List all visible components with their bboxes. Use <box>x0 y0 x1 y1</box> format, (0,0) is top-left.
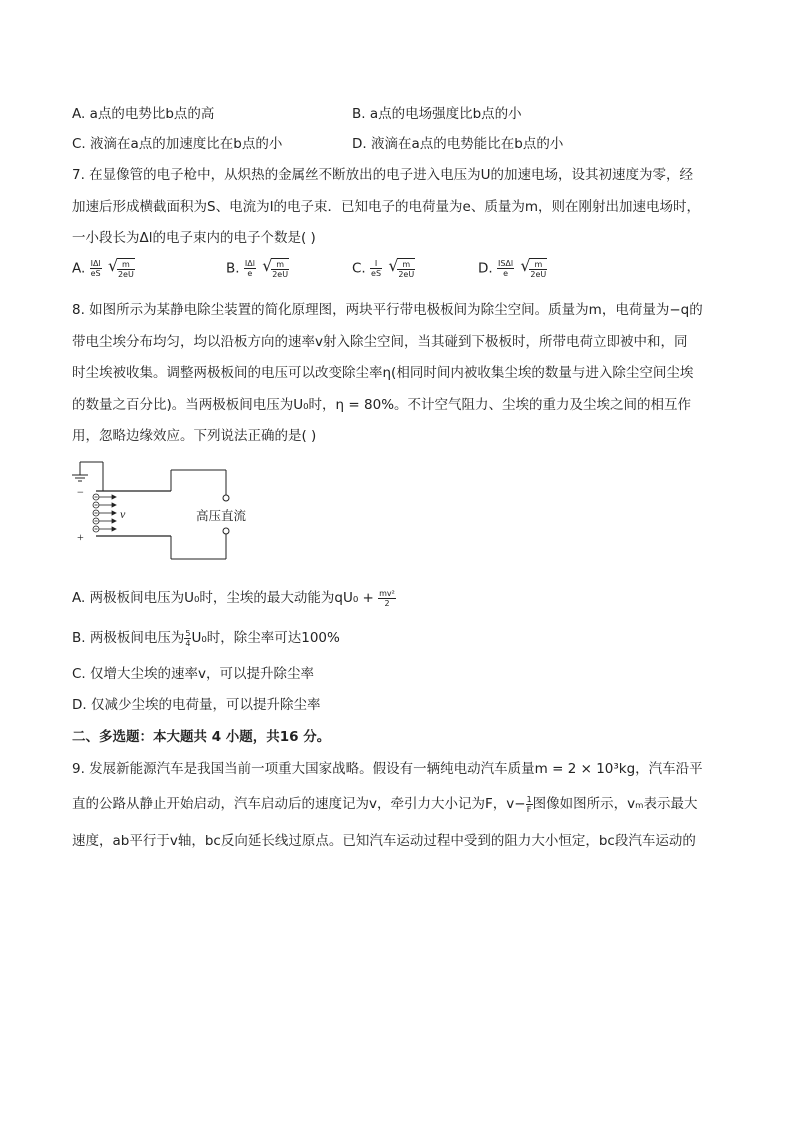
q8-option-c: C. 仅增大尘埃的速率v，可以提升除尘率 <box>72 666 314 682</box>
coefficient-fraction: $\frac{I}{eS}$ <box>371 259 382 278</box>
q6-option-c: C. 液滴在a点的加速度比在b点的小 <box>72 136 283 152</box>
q7-option-d <box>478 258 547 279</box>
q8-stem-line-2: 带电尘埃分布均匀，均以沿板方向的速率v射入除尘空间，当其碰到下极板时，所带电荷立即被中和，同 <box>72 334 688 350</box>
q7-option-a <box>72 258 135 279</box>
minus-sign: − <box>77 485 84 499</box>
voltage-ratio-fraction: $\frac{5}{4}$ <box>185 628 191 648</box>
q8-stem-line-4: 的数量之百分比)。当两极板间电压为U₀时，η = 80%。不计空气阻力、尘埃的重力及尘埃之间的相互作 <box>72 397 692 413</box>
high-voltage-dc-label: 高压直流 <box>196 508 247 523</box>
square-root: √ $\frac{m}{2eU}$ <box>388 258 415 279</box>
q6-option-b: B. a点的电场强度比b点的小 <box>352 106 522 122</box>
q7-stem-line-2: 加速后形成横截面积为S、电流为I的电子束．已知电子的电荷量为e、质量为m，则在刚射出加速电场时， <box>72 199 701 215</box>
option-label: B. <box>226 260 240 277</box>
q8-option-d: D. 仅减少尘埃的电荷量，可以提升除尘率 <box>72 697 321 713</box>
option-label: C. <box>352 260 366 277</box>
q9-stem-line-1: 9. 发展新能源汽车是我国当前一项重大国家战略。假设有一辆纯电动汽车质量m = 2 × 10³kg，汽车沿平 <box>72 761 703 777</box>
q6-option-a: A. a点的电势比b点的高 <box>72 106 215 122</box>
q7-option-b <box>226 258 289 279</box>
option-label: A. <box>72 260 86 277</box>
q8-option-b: B. 两极板间电压为 $\frac{5}{4}$ U₀时，除尘率可达100% <box>72 628 340 648</box>
q7-stem-line-3: 一小段长为Δl的电子束内的电子个数是( ) <box>72 230 316 246</box>
q9-stem-line-2: 直的公路从静止开始启动，汽车启动后的速度记为v，牵引力大小记为F，v− $\frac{1}{F}$ 图像如图所示，vₘ表示最大 <box>72 794 698 814</box>
q8-stem-line-1: 8. 如图所示为某静电除尘装置的简化原理图，两块平行带电极板间为除尘空间。质量为m，电荷量为−q的 <box>72 302 703 318</box>
coefficient-fraction: $\frac{\text{ISΔl}}{e}$ <box>497 259 514 278</box>
q8-stem-line-3: 时尘埃被收集。调整两极板间的电压可以改变除尘率η(相同时间内被收集尘埃的数量与进入除尘空间尘埃 <box>72 365 694 381</box>
coefficient-fraction: $\frac{\text{IΔl}}{e}$ <box>244 259 255 278</box>
inverse-force-fraction: $\frac{1}{F}$ <box>526 794 532 814</box>
kinetic-energy-fraction: $\frac{\text{mv²}}{2}$ <box>379 588 395 608</box>
option-label: D. <box>478 260 493 277</box>
section-header-multiple-choice: 二、多选题：本大题共 4 小题，共16 分。 <box>72 729 331 745</box>
velocity-label: v <box>120 507 126 521</box>
plus-sign: + <box>77 530 84 544</box>
q8-stem-line-5: 用，忽略边缘效应。下列说法正确的是( ) <box>72 428 317 444</box>
dust-particles <box>93 494 116 532</box>
q7-option-c <box>352 258 415 279</box>
square-root: √ $\frac{m}{2eU}$ <box>262 258 289 279</box>
upper-wire <box>171 470 229 501</box>
q9-stem-line-3: 速度，ab平行于v轴，bc反向延长线过原点。已知汽车运动过程中受到的阻力大小恒定，bc段汽车运动的 <box>72 833 696 849</box>
q6-option-d: D. 液滴在a点的电势能比在b点的小 <box>352 136 564 152</box>
coefficient-fraction: $\frac{\text{IΔl}}{eS}$ <box>90 259 101 278</box>
square-root: √ $\frac{m}{2eU}$ <box>108 258 135 279</box>
square-root: √ $\frac{m}{2eU}$ <box>520 258 547 279</box>
precipitator-diagram <box>68 458 248 570</box>
lower-wire <box>171 528 229 559</box>
q7-stem-line-1: 7. 在显像管的电子枪中，从炽热的金属丝不断放出的电子进入电压为U的加速电场，设其初速度为零，经 <box>72 167 694 183</box>
q8-option-a: A. 两极板间电压为U₀时，尘埃的最大动能为qU₀ + $\frac{\text{mv²}}{2}$ <box>72 588 395 608</box>
